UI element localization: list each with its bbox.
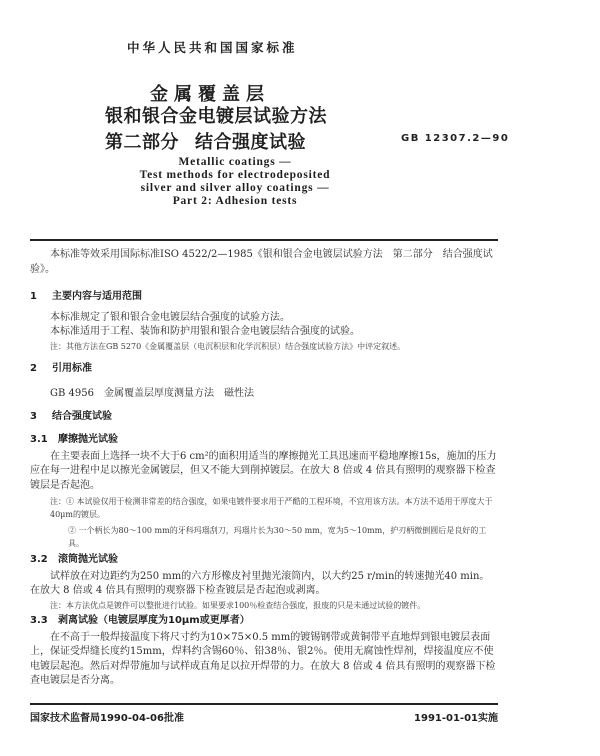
english-title-line: silver and silver alloy coatings — — [140, 182, 330, 194]
note-label: 注：① — [50, 497, 74, 506]
section-number: 3 — [30, 411, 37, 422]
intro-text: 本标准等效采用国际标准ISO 4522/2—1985《银和银合金电镀层试验方法 第二部分 结合强度试验》。 — [30, 249, 493, 275]
section-number: 3.1 — [30, 434, 48, 445]
paragraph: 本标准规定了银和银合金电镀层结合强度的试验方法。 — [50, 311, 290, 323]
bottom-divider — [30, 703, 498, 705]
title-part-name: 结合强度试验 — [195, 132, 306, 153]
section-title: 引用标准 — [52, 363, 92, 374]
implementation-date: 1991-01-01实施 — [414, 713, 498, 724]
section-number: 1 — [30, 291, 37, 302]
paragraph: 试样放在对边距约为250 mm的六方形橡皮衬里抛光滚筒内，以大约25 r/min的转速抛光40 min。在放大 8 倍或 4 倍具有照明的观察器下检查镀层是否起泡或剥离。 — [30, 570, 490, 596]
section-heading — [30, 410, 498, 425]
section-title: 滚筒抛光试验 — [58, 554, 118, 565]
title-line-2: 银和银合金电镀层试验方法 — [105, 106, 327, 127]
section-1 — [30, 290, 498, 353]
section-3-3 — [30, 614, 498, 689]
note: 注：本方法优点是镀件可以整批进行试验。如果要求100％检查结合强度，报废的只是未通过试验的镀件。 — [50, 600, 426, 610]
note-2 — [30, 524, 498, 550]
note: 注：其他方法在GB 5270《金属覆盖层（电沉积层和化学沉积层）结合强度试验方法》中评定叙述。 — [50, 341, 406, 351]
section-3-1 — [30, 433, 498, 550]
section-title: 主要内容与适用范围 — [52, 291, 142, 302]
section-title: 摩擦抛光试验 — [58, 434, 118, 445]
section-number: 3.3 — [30, 615, 48, 626]
section-number: 2 — [30, 363, 37, 374]
reference-standard: GB 4956 金属覆盖层厚度测量方法 磁性法 — [50, 387, 254, 399]
note-text: 本试验仅用于检测非常差的结合强度，如果电镀件要求用于严酷的工程环境，不宜用该方法。本方法不适用于厚度大于40μm的镀层。 — [50, 497, 493, 519]
subsection-heading — [30, 614, 498, 629]
section-3-2 — [30, 553, 498, 612]
english-title-line: Test methods for electrodeposited — [139, 169, 331, 181]
english-title-line: Part 2: Adhesion tests — [172, 195, 298, 207]
section-heading — [30, 362, 498, 377]
paragraph: 本标准适用于工程、装饰和防护用银和银合金电镀层结合强度的试验。 — [50, 326, 360, 337]
subsection-heading — [30, 433, 498, 448]
note-label: ② — [68, 526, 76, 535]
title-part: 第二部分 — [105, 132, 179, 153]
approval-date: 国家技术监督局1990-04-06批准 — [30, 713, 184, 724]
section-3 — [30, 410, 498, 425]
subsection-heading — [30, 553, 498, 568]
note-text: 一个柄长为80～100 mm的牙科玛瑙刮刀，玛瑙片长为30～50 mm，宽为5～10mm，护刃柄微倒圆后是良好的工具。 — [68, 526, 487, 548]
paragraph: 在主要表面上选择一块不大于6 cm²的面积用适当的摩擦抛光工具迅速而平稳地摩擦15s，施加的压力应在每一进程中足以擦光金属镀层，但又不能大到削掉镀层。在放大 8 倍或 4 倍具有照明的观察器下检查镀层是否起泡。 — [30, 450, 497, 491]
national-standard-label: 中华人民共和国国家标准 — [127, 40, 298, 55]
section-title: 结合强度试验 — [52, 411, 112, 422]
section-2 — [30, 362, 498, 401]
paragraph: 在不高于一般焊接温度下将尺寸约为10×75×0.5 mm的镀锡钢带或黄铜带平直地焊到银电镀层表面上，保证受焊缝长度约15mm，焊料约含锡60％、铅38％、银2％。使用无腐蚀性焊剂，焊接温度应不使电镀层起泡。然后对焊带施加与试样成直角足以拉开焊带的力。在放大 8 倍或 4 倍具有照明的观察器下检查电镀层是否分离。 — [30, 631, 496, 686]
title-line-1: 金属覆盖层 — [150, 84, 270, 105]
english-title-line: Metallic coatings — — [178, 156, 292, 168]
english-title — [120, 156, 350, 208]
section-title: 剥离试验（电镀层厚度为10μm或更厚者） — [58, 615, 250, 626]
note-1 — [30, 495, 498, 521]
standard-number: GB 12307.2—90 — [401, 133, 510, 144]
intro-paragraph — [30, 248, 498, 277]
section-number: 3.2 — [30, 554, 48, 565]
top-divider — [30, 239, 498, 241]
section-heading — [30, 290, 498, 305]
title-line-3 — [105, 128, 306, 154]
